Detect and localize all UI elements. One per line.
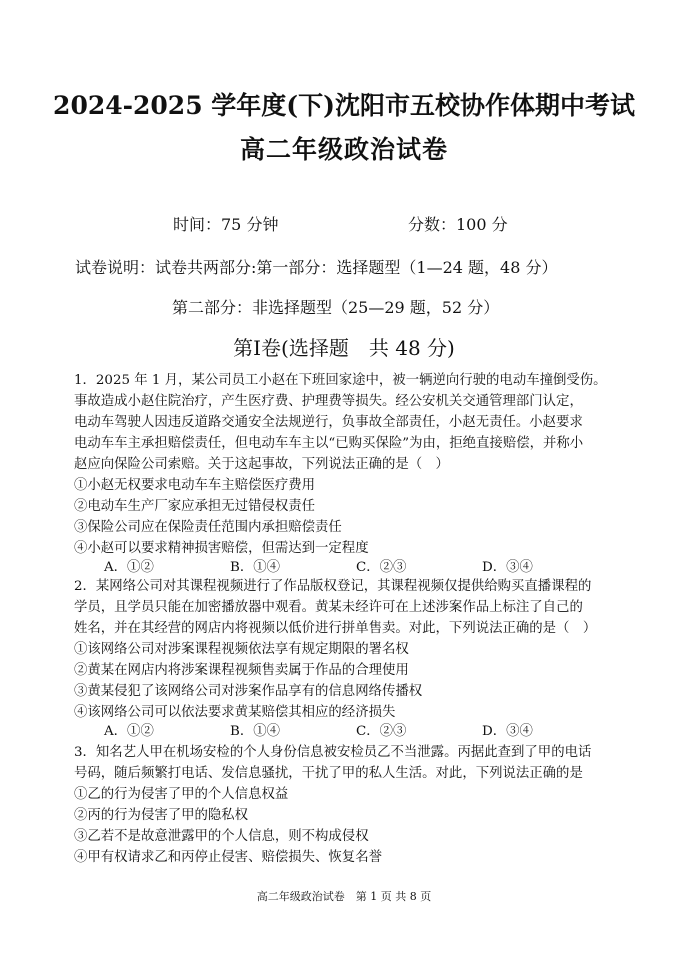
question-line: 电动车驾驶人因违反道路交通安全法规逆行，负事故全部责任，小赵无责任。小赵要求	[74, 415, 583, 430]
question-statement: ④甲有权请求乙和丙停止侵害、赔偿损失、恢复名誉	[74, 850, 382, 865]
exam-part2: 第二部分：非选择题型（25—29 题，52 分）	[172, 298, 500, 317]
q2-option-b: B．①④	[230, 724, 281, 739]
question-line: 学员，且学员只能在加密播放器中观看。黄某未经许可在上述涉案作品上标注了自己的	[74, 600, 583, 615]
exam-instructions: 试卷说明：试卷共两部分:第一部分：选择题型（1—24 题，48 分）	[75, 258, 558, 277]
question-line: 1．2025 年 1 月，某公司员工小赵在下班回家途中，被一辆逆向行驶的电动车撞倒受伤。	[74, 373, 607, 388]
question-1	[74, 370, 634, 559]
exam-subtitle: 高二年级政治试卷	[239, 135, 448, 164]
question-2	[74, 576, 634, 723]
question-statement: ①乙的行为侵害了甲的个人信息权益	[74, 787, 289, 802]
question-3	[74, 742, 634, 868]
question-line: 号码，随后频繁打电话、发信息骚扰，干扰了甲的私人生活。对此，下列说法正确的是	[74, 766, 583, 781]
question-line: 电动车车主承担赔偿责任，但电动车车主以“已购买保险”为由，拒绝直接赔偿，并称小	[74, 436, 584, 451]
question-line: 事故造成小赵住院治疗，产生医疗费、护理费等损失。经公安机关交通管理部门认定，	[74, 394, 583, 409]
question-statement: ③保险公司应在保险责任范围内承担赔偿责任	[74, 520, 342, 535]
question-line: 3．知名艺人甲在机场安检的个人身份信息被安检员乙不当泄露。丙据此查到了甲的电话	[74, 745, 592, 760]
q2-option-c: C．②③	[356, 724, 407, 739]
question-statement: ②电动车生产厂家应承担无过错侵权责任	[74, 499, 316, 514]
q1-option-c: C．②③	[356, 560, 407, 575]
exam-time: 时间：75 分钟	[173, 215, 279, 234]
question-line: 赵应向保险公司索赔。关于这起事故，下列说法正确的是（ ）	[74, 457, 449, 472]
q2-option-d: D．③④	[482, 724, 533, 739]
question-statement: ③乙若不是故意泄露甲的个人信息，则不构成侵权	[74, 829, 369, 844]
q1-option-a: A．①②	[104, 560, 154, 575]
question-line: 2．某网络公司对其课程视频进行了作品版权登记，其课程视频仅提供给购买直播课程的	[74, 579, 592, 594]
q2-option-a: A．①②	[104, 724, 154, 739]
question-statement: ③黄某侵犯了该网络公司对涉案作品享有的信息网络传播权	[74, 684, 423, 699]
question-statement: ②丙的行为侵害了甲的隐私权	[74, 808, 249, 823]
section-title: 第Ⅰ卷(选择题 共 48 分)	[233, 336, 455, 360]
exam-score: 分数：100 分	[408, 215, 508, 234]
question-line: 姓名，并在其经营的网店内将视频以低价进行拼单售卖。对此，下列说法正确的是（ ）	[74, 621, 597, 636]
q1-option-d: D．③④	[482, 560, 533, 575]
question-statement: ④小赵可以要求精神损害赔偿，但需达到一定程度	[74, 541, 369, 556]
question-statement: ④该网络公司可以依法要求黄某赔偿其相应的经济损失	[74, 705, 396, 720]
page-footer: 高二年级政治试卷 第 1 页 共 8 页	[256, 890, 432, 903]
exam-title: 2024-2025 学年度(下)沈阳市五校协作体期中考试	[53, 91, 635, 120]
question-statement: ②黄某在网店内将涉案课程视频售卖属于作品的合理使用	[74, 663, 409, 678]
question-statement: ①小赵无权要求电动车车主赔偿医疗费用	[74, 478, 316, 493]
question-statement: ①该网络公司对涉案课程视频依法享有规定期限的署名权	[74, 642, 409, 657]
q1-option-b: B．①④	[230, 560, 281, 575]
